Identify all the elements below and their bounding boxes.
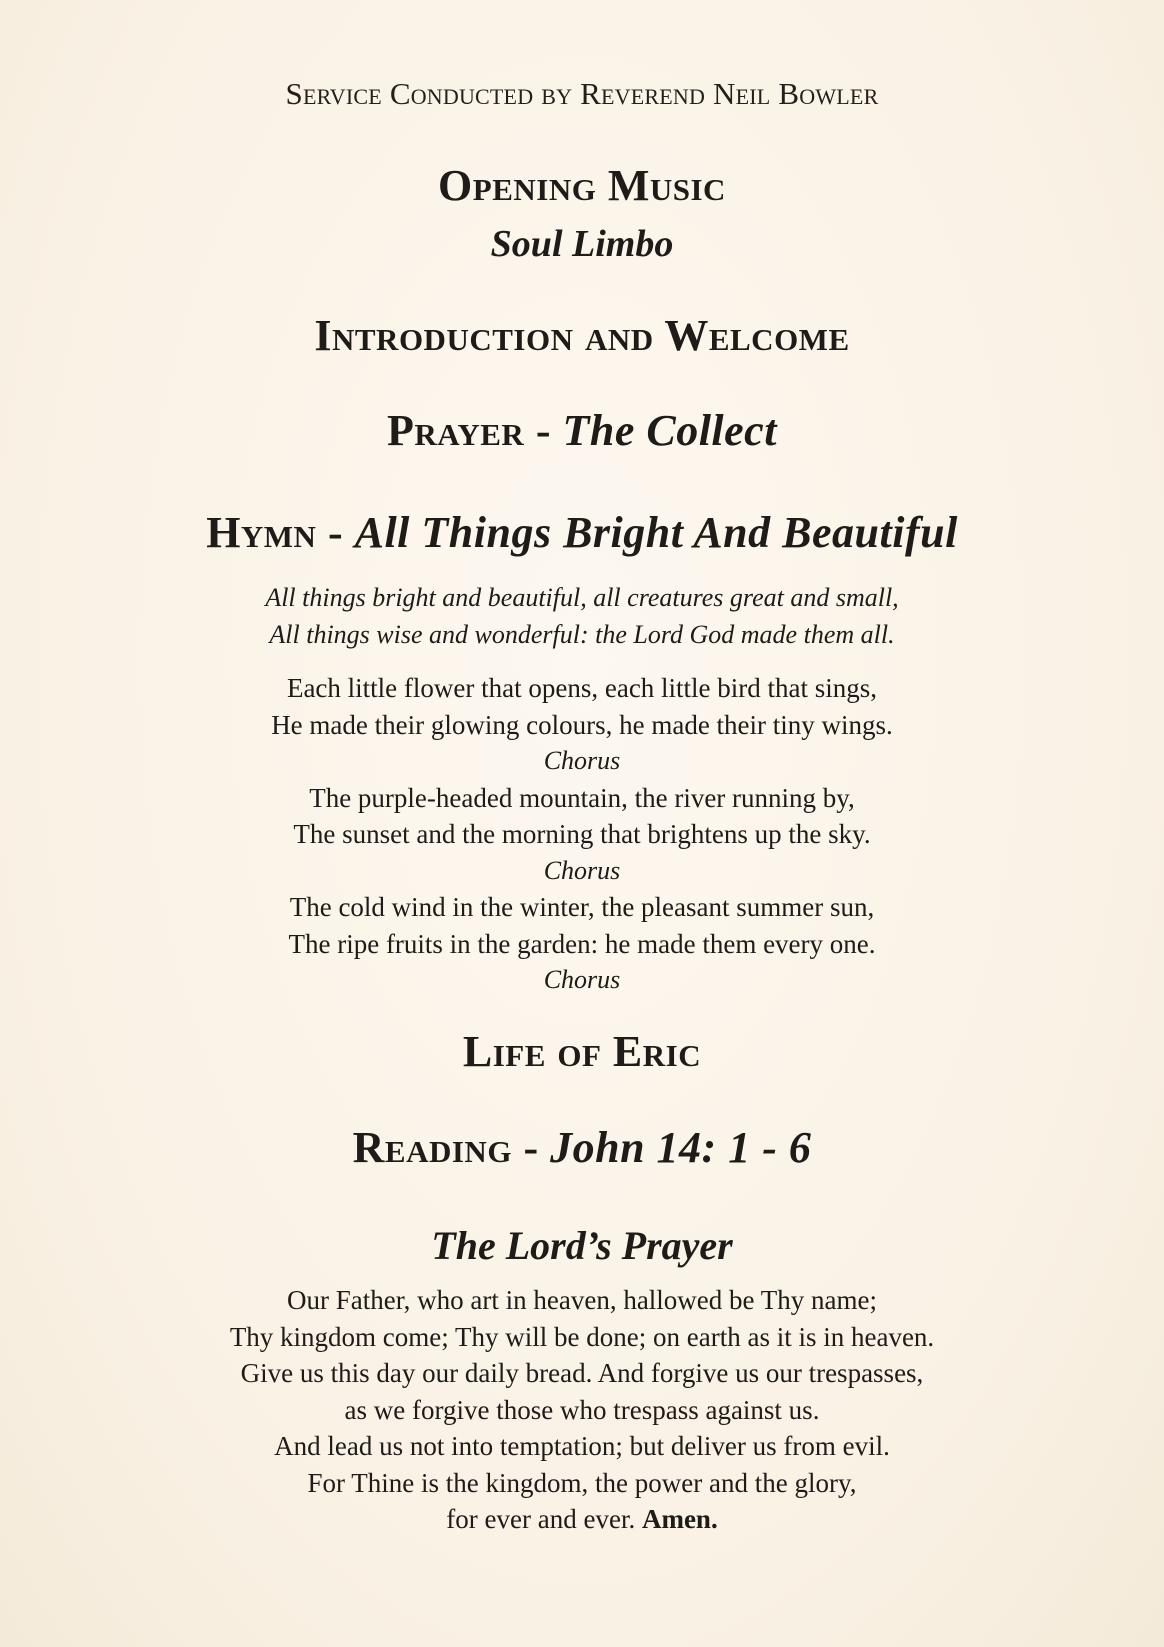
prayer-line: For Thine is the kingdom, the power and the glory, [307, 1467, 857, 1498]
prayer-line: Our Father, who art in heaven, hallowed be Thy name; [287, 1285, 877, 1315]
prayer-last-line-text: for ever and ever. [446, 1504, 642, 1534]
verse-line: Each little flower that opens, each little bird that sings, [286, 673, 878, 703]
introduction-heading: Introduction and Welcome [314, 311, 850, 360]
prayer-title: The Collect [562, 406, 777, 455]
reading-label: Reading [352, 1123, 512, 1172]
verse-line: The ripe fruits in the garden: he made them every one. [288, 928, 876, 959]
prayer-label: Prayer [387, 406, 525, 455]
chorus-label: Chorus [543, 746, 621, 775]
prayer-heading [0, 405, 1164, 456]
prayer-separator: - [524, 406, 563, 455]
prayer-line: And lead us not into temptation; but deliver us from evil. [274, 1431, 890, 1461]
verse-line: He made their glowing colours, he made their tiny wings. [271, 709, 893, 740]
chorus-line: All things wise and wonderful: the Lord God made them all. [269, 619, 895, 649]
hymn-label: Hymn [206, 508, 317, 557]
opening-music-heading: Opening Music [438, 161, 726, 210]
prayer-line: as we forgive those who trespass against us. [344, 1394, 820, 1425]
verse-line: The cold wind in the winter, the pleasant summer sun, [289, 892, 875, 922]
hymn-separator: - [316, 508, 355, 557]
prayer-line: Give us this day our daily bread. And forgive us our trespasses, [240, 1358, 924, 1388]
lords-prayer-text [0, 1282, 1164, 1538]
hymn-heading [0, 507, 1164, 558]
hymn-title: All Things Bright And Beautiful [354, 508, 958, 557]
hymn-verses [0, 670, 1164, 999]
service-conducted-by: Service Conducted by Reverend Neil Bowler [285, 76, 879, 111]
opening-music-title: Soul Limbo [490, 223, 674, 265]
chorus-label: Chorus [543, 855, 621, 885]
reading-title: John 14: 1 - 6 [550, 1123, 812, 1172]
prayer-line: Thy kingdom come; Thy will be done; on earth as it is in heaven. [229, 1321, 935, 1352]
amen: Amen. [641, 1504, 718, 1534]
reading-heading [0, 1122, 1164, 1173]
verse-line: The sunset and the morning that brightens up the sky. [293, 819, 871, 849]
reading-separator: - [511, 1123, 551, 1172]
life-of-eric-heading: Life of Eric [462, 1027, 702, 1076]
chorus-label: Chorus [543, 965, 621, 994]
prayer-last-line [0, 1501, 1164, 1538]
lords-prayer-heading: The Lord’s Prayer [431, 1223, 733, 1268]
chorus-line: All things bright and beautiful, all creatures great and small, [265, 583, 899, 612]
hymn-chorus-text [0, 580, 1164, 653]
verse-line: The purple-headed mountain, the river running by, [309, 782, 855, 813]
